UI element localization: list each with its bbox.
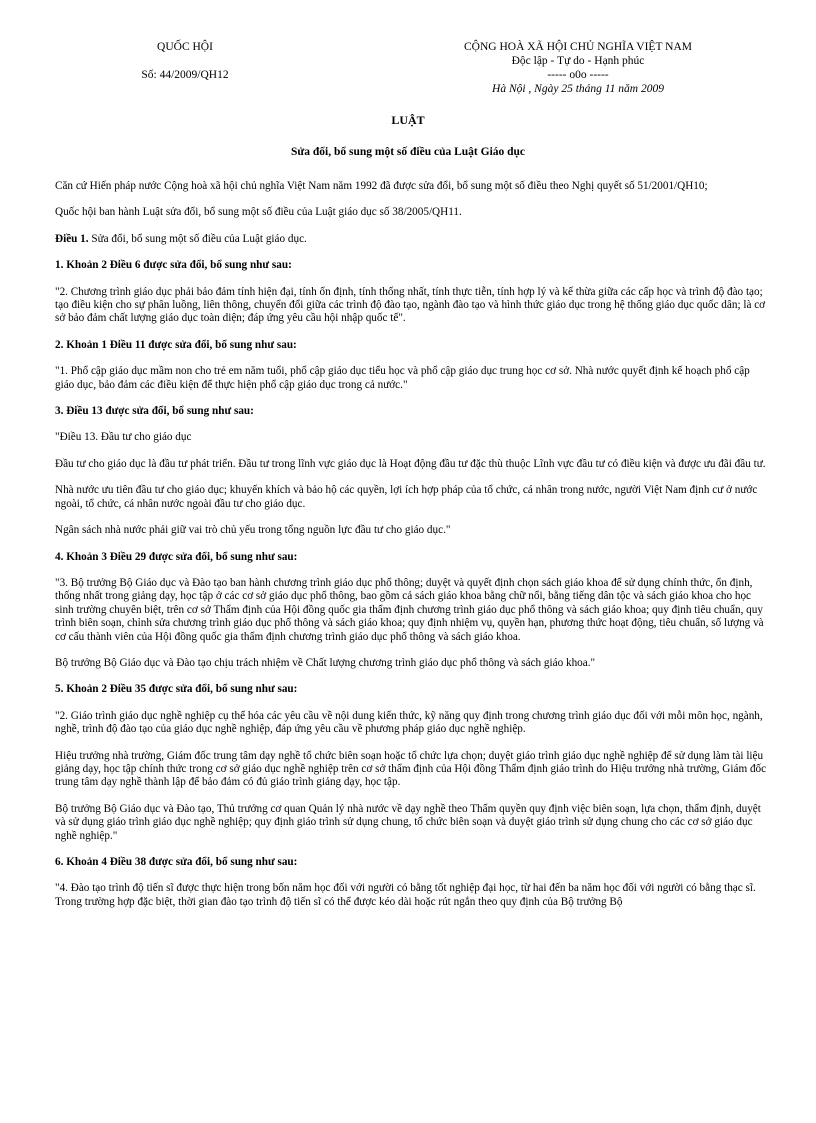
issuing-body: QUỐC HỘI xyxy=(157,41,213,53)
body-paragraph: Hiệu trưởng nhà trường, Giám đốc trung tâm dạy nghề tổ chức biên soạn hoặc tổ chức lựa chọn; duyệt giáo trình giáo dục nghề nghiệp để sử dụng làm tài liệu giảng dạy, học tập chính thức trong cơ sở giáo dục nghề nghiệp trên cơ sở thẩm định của Hội đồng Thẩm định giáo trình do Hiệu trưởng nhà trường, Giám đốc trung tâm dạy nghề thành lập để bảo đảm có đủ giáo trình giảng dạy, học tập. xyxy=(55,749,767,789)
body-paragraph: Nhà nước ưu tiên đầu tư cho giáo dục; khuyến khích và bảo hộ các quyền, lợi ích hợp pháp của tổ chức, cá nhân trong nước, người Việt Nam định cư ở nước ngoài, tổ chức, cá nhân nước ngoài đầu tư cho giáo dục. xyxy=(55,484,758,510)
section-heading: 3. Điều 13 được sửa đổi, bổ sung như sau: xyxy=(55,405,254,418)
document-title: LUẬT xyxy=(391,113,425,127)
document-body xyxy=(55,180,767,922)
article-text: Sửa đổi, bổ sung một số điều của Luật giáo dục. xyxy=(88,232,307,245)
document-subtitle: Sửa đổi, bổ sung một số điều của Luật Giáo dục xyxy=(290,146,526,158)
section-heading: 4. Khoản 3 Điều 29 được sửa đổi, bổ sung như sau: xyxy=(55,550,298,563)
national-motto: Độc lập - Tự do - Hạnh phúc xyxy=(511,55,645,67)
article-label: Điều 1. xyxy=(55,232,89,245)
body-paragraph: "2. Chương trình giáo dục phải bảo đảm tính hiện đại, tính ổn định, tính thống nhất, tính thực tiễn, tính hợp lý và kế thừa giữa các cấp học và trình độ đào tạo; tạo điều kiện cho sự phân luồng, liên thông, chuyển đổi giữa các trình độ đào tạo, ngành đào tạo và hình thức giáo dục trong hệ thống giáo dục quốc dân; là cơ sở bảo đảm chất lượng giáo dục toàn diện; đáp ứng yêu cầu hội nhập quốc tế". xyxy=(55,285,766,325)
preamble-paragraph: Quốc hội ban hành Luật sửa đổi, bổ sung một số điều của Luật giáo dục số 38/2005/QH11. xyxy=(55,206,462,219)
body-paragraph: "3. Bộ trưởng Bộ Giáo dục và Đào tạo ban hành chương trình giáo dục phổ thông; duyệt và quyết định chọn sách giáo khoa để sử dụng chính thức, ổn định, thống nhất trong giảng dạy, học tập ở các cơ sở giáo dục phổ thông, bao gồm cả sách giáo khoa bằng chữ nổi, bằng tiếng dân tộc và sách giáo khoa cho học sinh trường chuyên biệt, trên cơ sở Thẩm định của Hội đồng quốc gia thẩm định chương trình giáo dục phổ thông và sách giáo khoa; quy định tiêu chuẩn, quy trình biên soạn, chỉnh sửa chương trình giáo dục phổ thông và sách giáo khoa; quy định nhiệm vụ, quyền hạn, phương thức hoạt động, tiêu chuẩn, số lượng và cơ cấu thành viên của Hội đồng quốc gia thẩm định chương trình giáo dục phổ thông và sách giáo khoa. xyxy=(55,576,764,643)
header-right xyxy=(418,40,738,96)
body-paragraph: Đầu tư cho giáo dục là đầu tư phát triển. Đầu tư trong lĩnh vực giáo dục là Hoạt động đầu tư đặc thù thuộc Lĩnh vực đầu tư có điều kiện và được ưu đãi đầu tư. xyxy=(55,457,766,470)
header-left xyxy=(110,40,260,82)
article-1-paragraph xyxy=(55,233,767,246)
section-heading: 1. Khoản 2 Điều 6 được sửa đổi, bổ sung như sau: xyxy=(55,259,292,272)
section-heading: 6. Khoản 4 Điều 38 được sửa đổi, bổ sung như sau: xyxy=(55,856,298,868)
body-paragraph: "1. Phổ cập giáo dục mầm non cho trẻ em năm tuổi, phổ cập giáo dục tiểu học và phổ cập giáo dục trung học cơ sở. Nhà nước quyết định kế hoạch phổ cập giáo dục, bảo đảm các điều kiện để thực hiện phổ cập giáo dục trong cả nước." xyxy=(55,365,750,391)
document-number: Số: 44/2009/QH12 xyxy=(141,69,229,81)
body-paragraph: "4. Đào tạo trình độ tiến sĩ được thực hiện trong bốn năm học đối với người có bằng tốt nghiệp đại học, từ hai đến ba năm học đối với người có bằng thạc sĩ. Trong trường hợp đặc biệt, thời gian đào tạo trình độ tiến sĩ có thể được kéo dài hoặc rút ngắn theo quy định của Bộ trưởng Bộ xyxy=(55,882,756,908)
body-paragraph: Ngân sách nhà nước phải giữ vai trò chủ yếu trong tổng nguồn lực đầu tư cho giáo dục." xyxy=(55,524,451,537)
body-paragraph: "2. Giáo trình giáo dục nghề nghiệp cụ thể hóa các yêu cầu về nội dung kiến thức, kỹ năng quy định trong chương trình giáo dục đối với mỗi môn học, ngành, nghề, trình độ đào tạo của giáo dục nghề nghiệp, đáp ứng yêu cầu về phương pháp giáo dục nghề nghiệp. xyxy=(55,709,763,736)
preamble-paragraph: Căn cứ Hiến pháp nước Cộng hoà xã hội chủ nghĩa Việt Nam năm 1992 đã được sửa đổi, bổ sung một số điều theo Nghị quyết số 51/2001/QH10; xyxy=(55,180,708,192)
national-title: CỘNG HOÀ XÃ HỘI CHỦ NGHĨA VIỆT NAM xyxy=(464,41,692,53)
header-divider: ----- o0o ----- xyxy=(547,69,609,81)
body-paragraph: "Điều 13. Đầu tư cho giáo dục xyxy=(55,431,192,444)
body-paragraph: Bộ trưởng Bộ Giáo dục và Đào tạo chịu trách nhiệm về Chất lượng chương trình giáo dục phổ thông và sách giáo khoa." xyxy=(55,656,596,669)
section-heading: 2. Khoản 1 Điều 11 được sửa đổi, bổ sung như sau: xyxy=(55,338,297,351)
issue-date: Hà Nội , Ngày 25 tháng 11 năm 2009 xyxy=(492,83,664,95)
section-heading: 5. Khoản 2 Điều 35 được sửa đổi, bổ sung như sau: xyxy=(55,683,298,696)
body-paragraph: Bộ trưởng Bộ Giáo dục và Đào tạo, Thủ trưởng cơ quan Quản lý nhà nước về dạy nghề theo Thẩm quyền quy định việc biên soạn, lựa chọn, thẩm định, duyệt và sử dụng giáo trình giáo dục nghề nghiệp; quy định giáo trình sử dụng chung, tổ chức biên soạn và duyệt giáo trình sử dụng chung cho các cơ sở giáo dục nghề nghiệp." xyxy=(55,802,761,842)
